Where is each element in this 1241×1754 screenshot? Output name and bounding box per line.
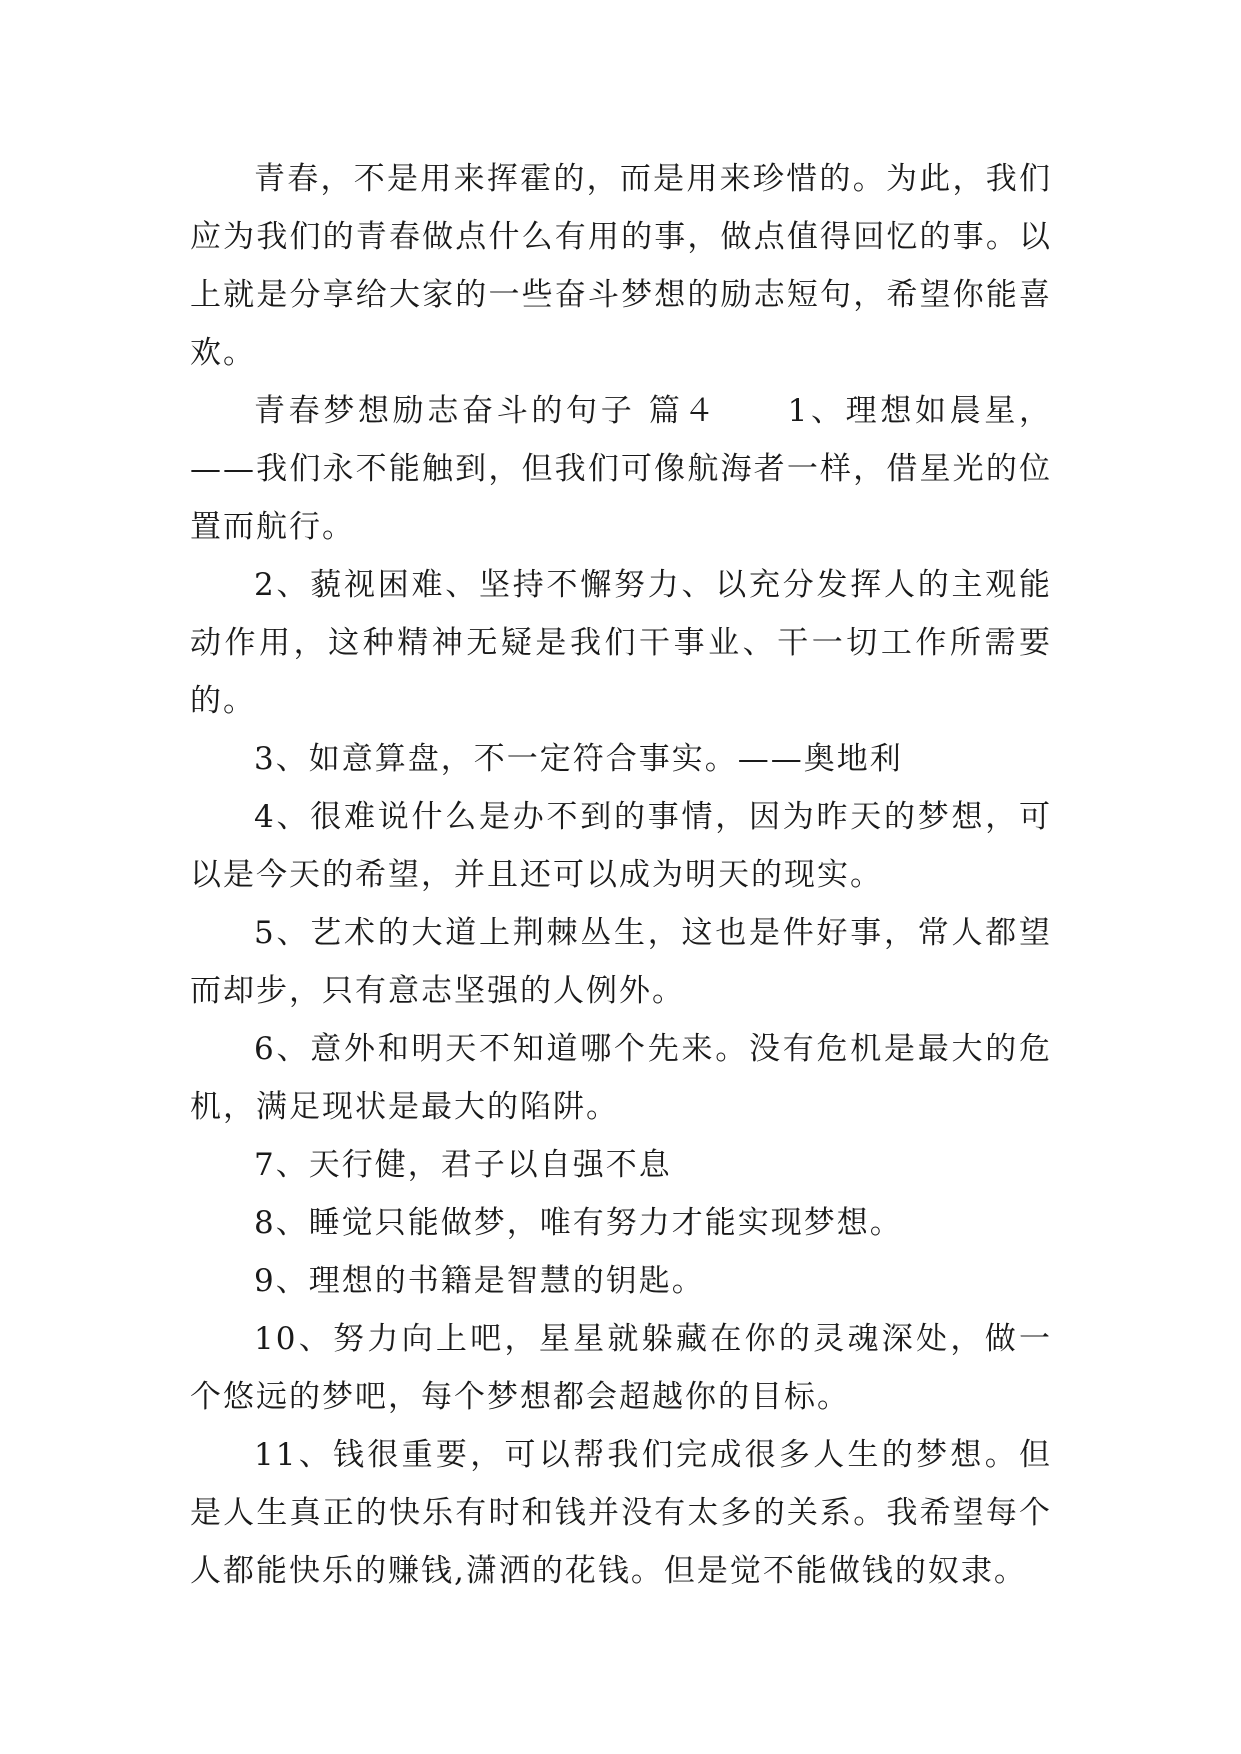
paragraph-item-11: 11、钱很重要，可以帮我们完成很多人生的梦想。但是人生真正的快乐有时和钱并没有太多的关系。我希望每个人都能快乐的赚钱,潇洒的花钱。但是觉不能做钱的奴隶。	[190, 1437, 1052, 1589]
paragraph-item-8: 8、睡觉只能做梦，唯有努力才能实现梦想。	[254, 1205, 903, 1241]
paragraph-item-9: 9、理想的书籍是智慧的钥匙。	[254, 1263, 705, 1299]
paragraph-intro: 青春，不是用来挥霍的，而是用来珍惜的。为此，我们应为我们的青春做点什么有用的事，做点值得回忆的事。以上就是分享给大家的一些奋斗梦想的励志短句，希望你能喜欢。	[190, 161, 1052, 371]
paragraph-item-5: 5、艺术的大道上荆棘丛生，这也是件好事，常人都望而却步，只有意志坚强的人例外。	[190, 915, 1052, 1009]
paragraph-item-6: 6、意外和明天不知道哪个先来。没有危机是最大的危机，满足现状是最大的陷阱。	[190, 1031, 1052, 1125]
paragraph-section-heading: 青春梦想励志奋斗的句子 篇４ 1、理想如晨星，——我们永不能触到，但我们可像航海者一样，借星光的位置而航行。	[190, 393, 1052, 545]
document-body	[190, 150, 1052, 1600]
paragraph-item-2: 2、藐视困难、坚持不懈努力、以充分发挥人的主观能动作用，这种精神无疑是我们干事业、干一切工作所需要的。	[190, 567, 1052, 719]
paragraph-item-7: 7、天行健，君子以自强不息	[254, 1147, 672, 1183]
paragraph-item-3: 3、如意算盘，不一定符合事实。——奥地利	[254, 741, 903, 777]
paragraph-item-4: 4、很难说什么是办不到的事情，因为昨天的梦想，可以是今天的希望，并且还可以成为明天的现实。	[190, 799, 1052, 893]
paragraph-item-10: 10、努力向上吧，星星就躲藏在你的灵魂深处，做一个悠远的梦吧，每个梦想都会超越你的目标。	[190, 1321, 1052, 1415]
